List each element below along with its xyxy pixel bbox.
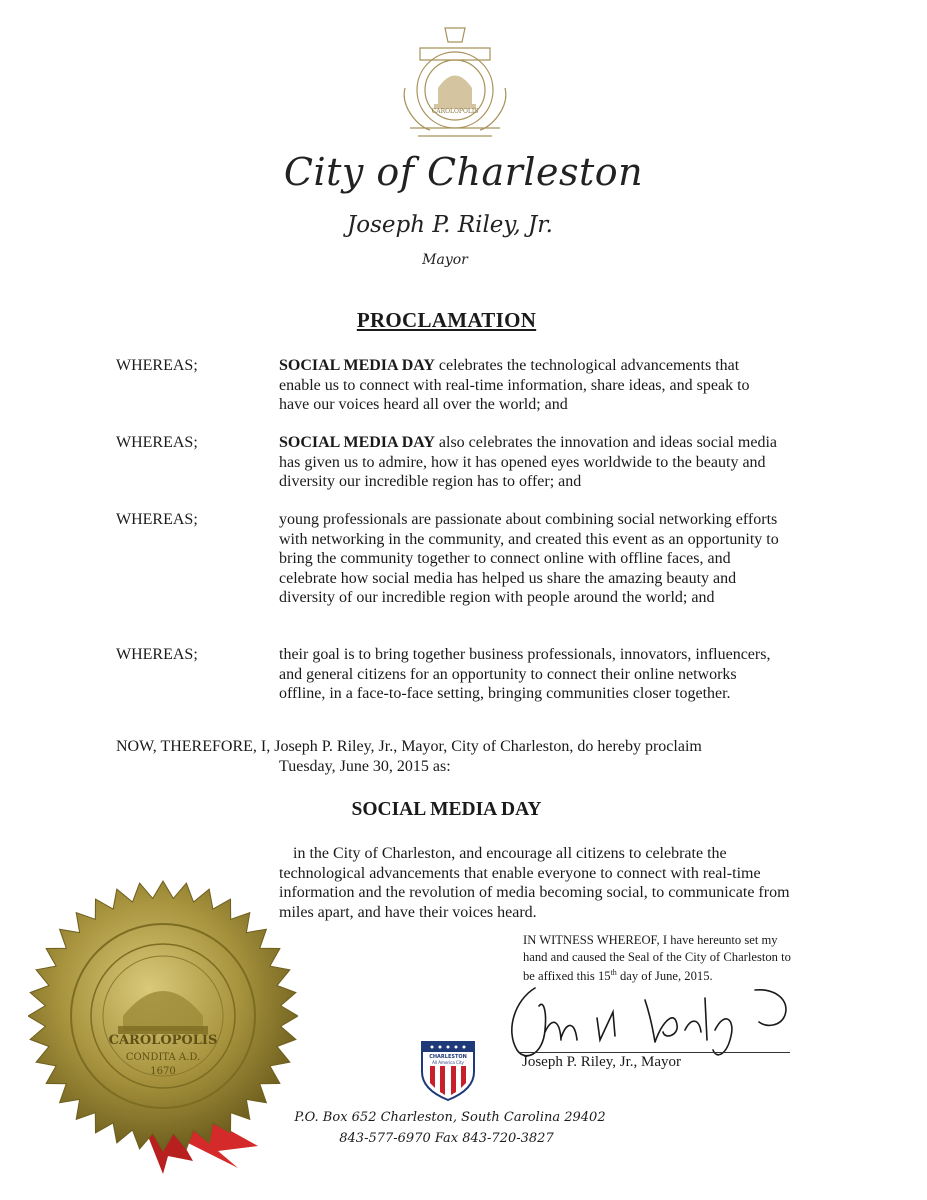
- closing-text: in the City of Charleston, and encourage all citizens to celebrate the technological advancements that enable everyone to connect with real-time information and the revolution of media becoming social, to communicate from miles apart, and have their voices heard.: [279, 845, 790, 921]
- clause-text: [279, 510, 779, 608]
- signature-line: [520, 1052, 790, 1053]
- city-name: City of Charleston: [283, 150, 644, 194]
- clause-body: celebrates the technological advancements that enable us to connect with real-time information, share ideas, and speak to have our voices heard all over the world; and: [279, 357, 750, 413]
- signer-name: Joseph P. Riley, Jr., Mayor: [522, 1054, 682, 1070]
- clause-body: their goal is to bring together business professionals, innovators, influencers, and general citizens for an opportunity to connect their online networks offline, in a face-to-face setting, bringing communities closer together.: [279, 646, 771, 702]
- shield-line1: CHARLESTON: [429, 1054, 467, 1060]
- witness-text: IN WITNESS WHEREOF, I have hereunto set my hand and caused the Seal of the City of Charleston to be affixed this 15: [523, 933, 791, 984]
- clause-bold: SOCIAL MEDIA DAY: [279, 357, 435, 374]
- closing-paragraph: [279, 844, 799, 922]
- city-seal-icon: [390, 18, 520, 148]
- clause-label: WHEREAS;: [116, 646, 198, 663]
- mayor-title: Mayor: [422, 252, 468, 268]
- witness-text-end: day of June, 2015.: [616, 969, 713, 984]
- footer-phone: 843-577-6970 Fax 843-720-3827: [339, 1131, 554, 1146]
- clause-body: young professionals are passionate about combining social networking efforts with networking in the community, and created this event as an opportunity to bring the community together to connect online with offline faces, and celebrate how social media has helped us share the amazing beauty and diversity of our incredible region with people around the world; and: [279, 511, 779, 606]
- clause-body: also celebrates the innovation and ideas social media has given us to admire, how it has opened eyes worldwide to the beauty and diversity our incredible region has to offer; and: [279, 434, 777, 490]
- clause-bold: SOCIAL MEDIA DAY: [279, 434, 435, 451]
- shield-line2: All America City: [432, 1060, 464, 1065]
- svg-text:CAROLOPOLIS: CAROLOPOLIS: [108, 1033, 218, 1048]
- now-therefore-statement: [116, 737, 816, 776]
- mayor-name: Joseph P. Riley, Jr.: [347, 212, 553, 238]
- clause-label: WHEREAS;: [116, 511, 198, 528]
- witness-ordinal: th: [610, 968, 617, 978]
- clause-text: [279, 645, 779, 704]
- now-therefore-line: NOW, THEREFORE, I, Joseph P. Riley, Jr., Mayor, City of Charleston, do hereby proclaim: [116, 738, 702, 755]
- clause-label: WHEREAS;: [116, 357, 198, 374]
- svg-text:CONDITA A.D.: CONDITA A.D.: [125, 1052, 201, 1063]
- proclamation-heading: PROCLAMATION: [356, 308, 537, 332]
- day-heading: SOCIAL MEDIA DAY: [351, 799, 542, 820]
- clause-text: [279, 433, 779, 492]
- proclaimed-date: Tuesday, June 30, 2015 as:: [279, 757, 451, 775]
- clause-label: WHEREAS;: [116, 434, 198, 451]
- svg-text:1670: 1670: [150, 1066, 176, 1077]
- all-america-city-shield-icon: [418, 1038, 478, 1102]
- svg-text:CAROLOPOLIS: CAROLOPOLIS: [431, 108, 479, 115]
- clause-text: [279, 356, 779, 415]
- footer-address: P.O. Box 652 Charleston, South Carolina 29402: [294, 1110, 606, 1125]
